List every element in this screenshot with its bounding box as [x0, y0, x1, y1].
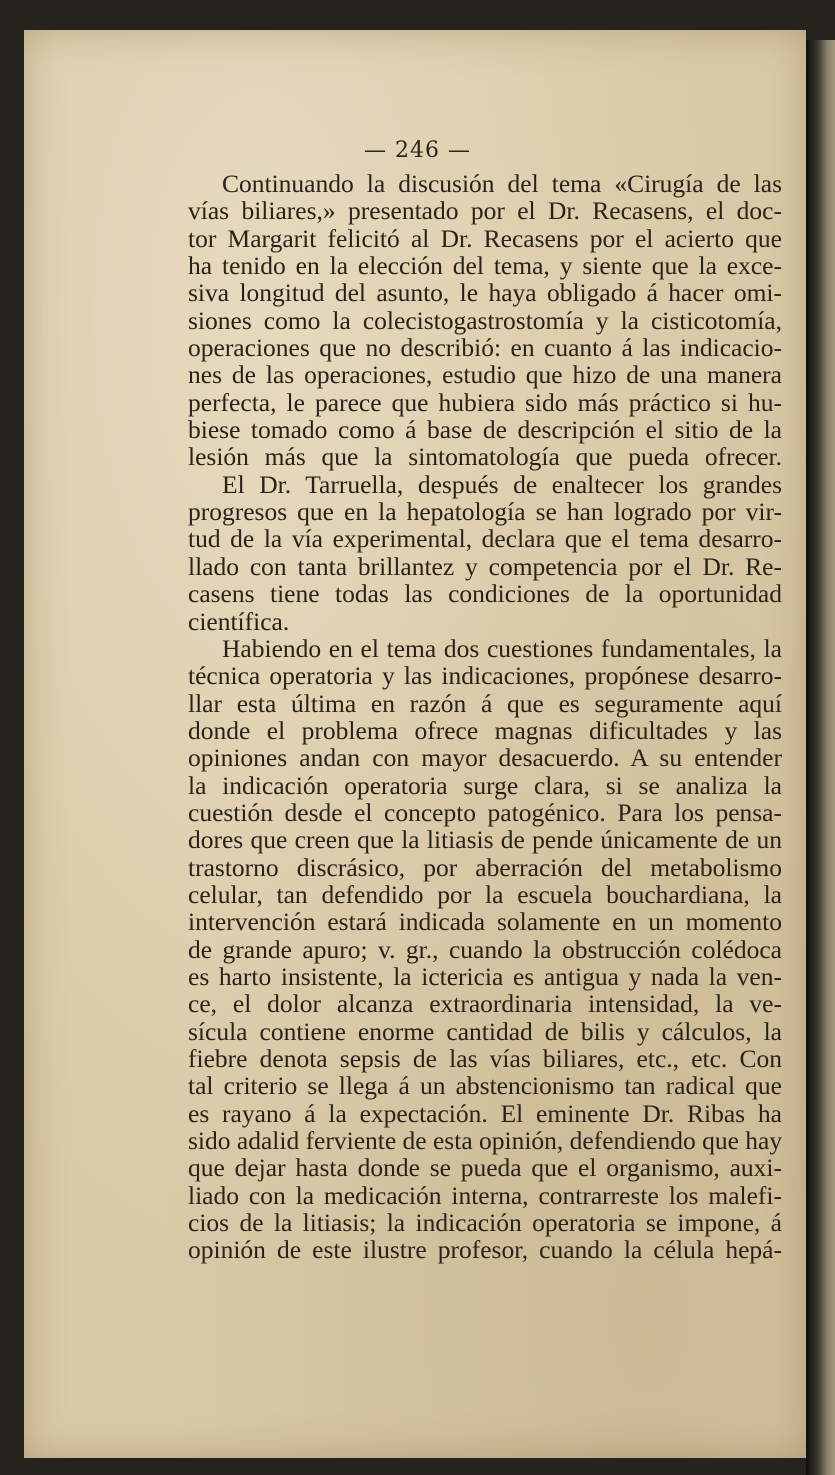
text-line: siones como la colecistogastrostomía y la cisticotomía,: [188, 305, 782, 335]
text-line: es harto insistente, la ictericia es antigua y nada la ven-: [188, 961, 782, 991]
text-line: El Dr. Tarruella, después de enaltecer los grandes: [222, 469, 782, 499]
text-line: científica.: [188, 606, 290, 636]
paragraph: [188, 471, 782, 635]
text-line: tor Margarit felicitó al Dr. Recasens por el acierto que: [188, 223, 782, 253]
text-line: tal criterio se llega á un abstencionismo tan radical que: [188, 1071, 782, 1101]
text-line: que dejar hasta donde se pueda que el organismo, auxi-: [188, 1153, 782, 1183]
page-number: — 246 —: [364, 138, 471, 163]
text-line: es rayano á la expectación. El eminente Dr. Ribas ha: [188, 1098, 782, 1128]
text-line: cios de la litiasis; la indicación operatoria se impone, á: [188, 1208, 782, 1238]
text-line: ce, el dolor alcanza extraordinaria intensidad, la ve-: [188, 989, 782, 1019]
text-line: fiebre denota sepsis de las vías biliares, etc., etc. Con: [188, 1044, 782, 1073]
text-line: sido adalid ferviente de esta opinión, defendiendo que hay: [188, 1126, 783, 1156]
text-line: ha tenido en la elección del tema, y siente que la exce-: [188, 251, 782, 281]
text-line: liado con la medicación interna, contrarreste los malefi-: [188, 1180, 782, 1210]
text-line: cuestión desde el concepto patogénico. Para los pensa-: [188, 797, 782, 827]
text-line: llar esta última en razón á que es seguramente aquí: [188, 688, 782, 718]
paragraph: [188, 170, 782, 471]
text-line: tud de la vía experimental, declara que el tema desarro-: [188, 524, 782, 554]
text-line: progresos que en la hepatología se han logrado por vir-: [188, 497, 782, 527]
text-line: Habiendo en el tema dos cuestiones fundamentales, la: [222, 633, 782, 663]
text-line: intervención estará indicada solamente en un momento: [188, 907, 782, 937]
text-line: trastorno discrásico, por aberración del metabolismo: [188, 852, 782, 882]
text-line: nes de las operaciones, estudio que hizo de una manera: [188, 360, 782, 390]
text-line: lesión más que la sintomatología que pueda ofrecer.: [188, 442, 782, 472]
text-line: opiniones andan con mayor desacuerdo. A su entender: [188, 743, 782, 773]
text-line: biese tomado como á base de descripción el sitio de la: [188, 415, 782, 445]
page-gutter-edge: [806, 40, 835, 1475]
text-line: vías biliares,» presentado por el Dr. Recasens, el doc-: [188, 196, 782, 226]
text-line: técnica operatoria y las indicaciones, propónese desarro-: [188, 661, 782, 691]
text-line: sícula contiene enorme cantidad de bilis y cálculos, la: [188, 1016, 782, 1046]
text-line: siva longitud del asunto, le haya obligado á hacer omi-: [188, 278, 782, 308]
text-line: llado con tanta brillantez y competencia por el Dr. Re-: [188, 551, 782, 581]
text-line: casens tiene todas las condiciones de la oportunidad: [188, 579, 782, 609]
text-line: operaciones que no describió: en cuanto á las indicacio-: [188, 333, 782, 363]
text-line: dores que creen que la litiasis de pende únicamente de un: [188, 825, 782, 855]
text-line: la indicación operatoria surge clara, si se analiza la: [188, 770, 782, 800]
text-line: de grande apuro; v. gr., cuando la obstrucción colédoca: [188, 934, 782, 964]
text-line: celular, tan defendido por la escuela bouchardiana, la: [188, 879, 782, 909]
text-line: perfecta, le parece que hubiera sido más práctico si hu-: [188, 387, 782, 417]
text-line: opinión de este ilustre profesor, cuando la célula hepá-: [188, 1235, 782, 1265]
paragraph: [188, 635, 782, 1264]
body-text: [188, 170, 782, 1264]
text-line: Continuando la discusión del tema «Cirugía de las: [222, 169, 782, 198]
text-line: donde el problema ofrece magnas dificultades y las: [188, 715, 782, 745]
